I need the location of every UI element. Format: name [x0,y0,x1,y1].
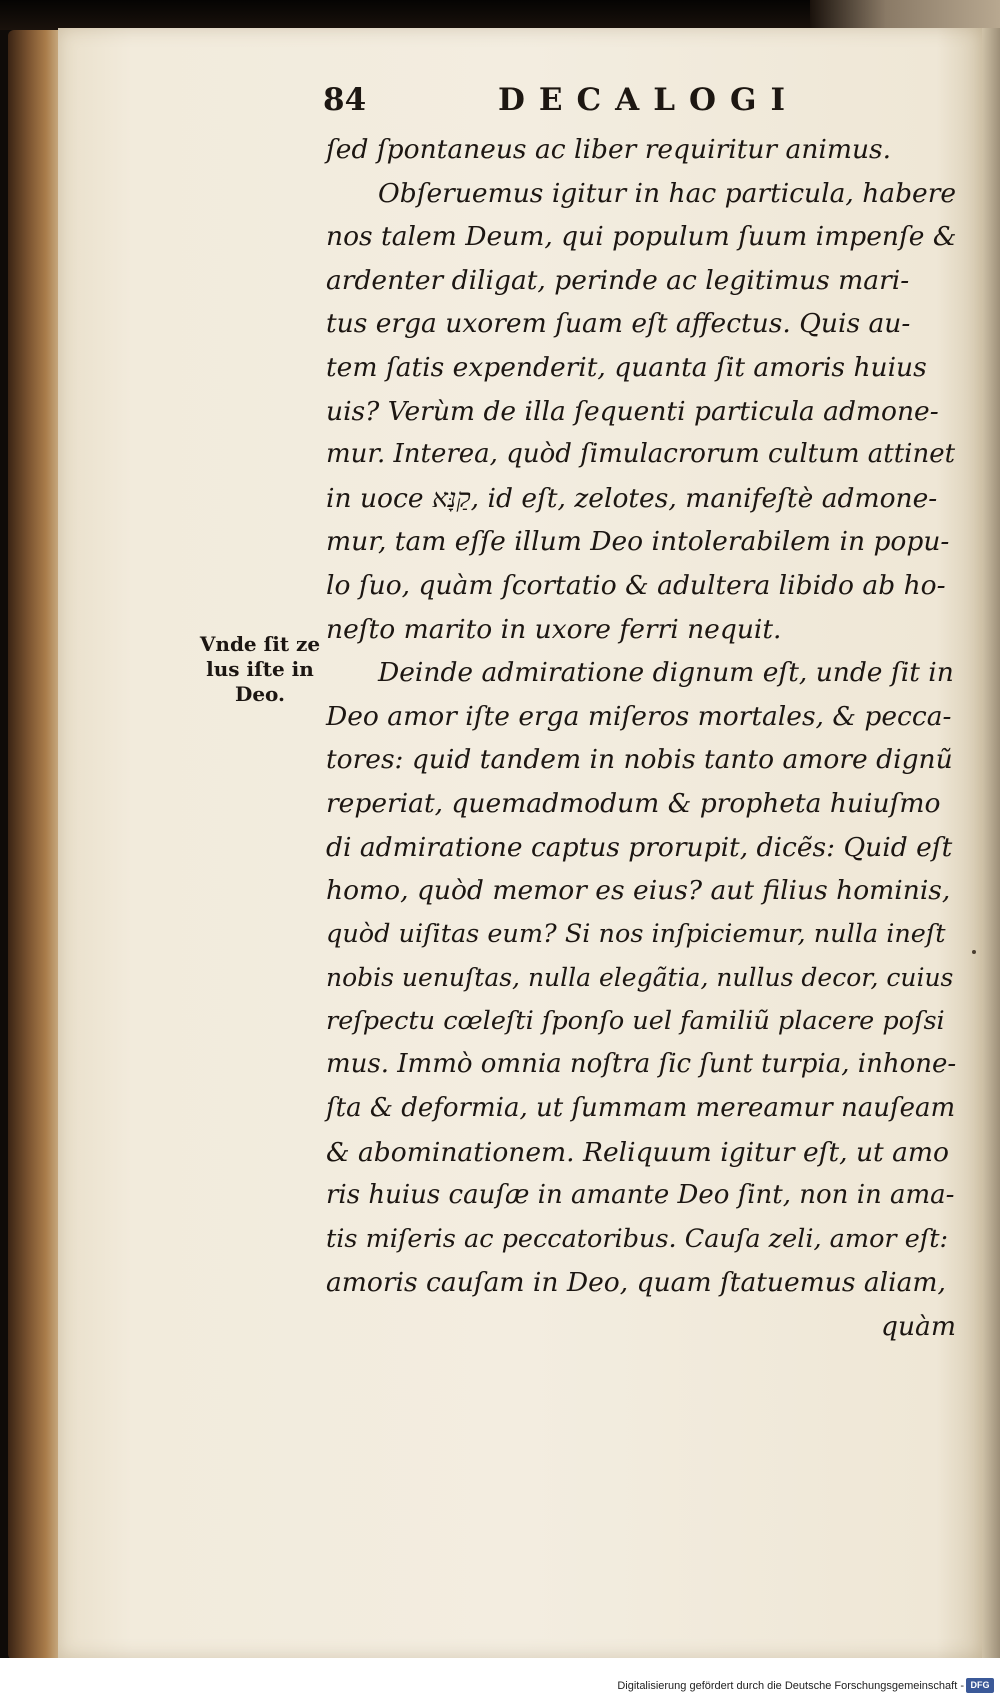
text-line: nobis uenuſtas, nulla elegãtia, nullus decor, cuius [326,963,954,993]
text-line: reſpectu cœleſti ſponſo uel familiũ placere poſsi [326,1005,945,1036]
marginal-note-line: Vnde ſit ze [199,632,321,656]
text-line: reperiat, quemadmodum & propheta huiuſmo [326,787,941,819]
text-line: di admiratione captus prorupit, dicẽs: Quid eſt [326,831,953,863]
text-line: Deinde admiratione dignum eſt, unde ſit in [378,657,954,689]
text-line: lo ſuo, quàm ſcortatio & adultera libido ab ho- [326,569,946,601]
text-line: ſta & deformia, ut ſummam mereamur nauſeam [326,1093,956,1124]
text-line: tem ſatis expenderit, quanta ſit amoris huius [326,351,927,383]
text-line: nos talem Deum, qui populum ſuum impenſe & [326,221,957,253]
dfg-logo: DFG [966,1678,994,1693]
catchword: quàm [881,1311,956,1343]
text-line: Deo amor iſte erga miſeros mortales, & pecca- [326,700,952,732]
text-line: & abominationem. Reliquum igitur eſt, ut amo [326,1136,949,1168]
text-line: tis miſeris ac peccatoribus. Cauſa zeli, amor eſt: [326,1223,949,1254]
page-number: 84 [323,82,367,118]
text-line: mur. Interea, quòd ſimulacrorum cultum attinet [326,439,956,470]
text-line: quòd uiſitas eum? Si nos inſpiciemur, nulla ineſt [326,918,946,949]
text-line: amoris cauſam in Deo, quam ſtatuemus aliam, [326,1267,946,1299]
marginal-note-line: Deo. [234,682,286,706]
top-right-book-edge [810,0,1000,30]
text-line: tus erga uxorem ſuam eſt affectus. Quis au- [326,308,911,340]
text-line: ardenter diligat, perinde ac legitimus mari- [326,264,910,296]
text-line: mur, tam eſſe illum Deo intolerabilem in popu- [326,526,950,558]
text-line: homo, quòd memor es eius? aut filius hominis, [326,875,951,907]
text-line: mus. Immò omnia noſtra ſic ſunt turpia, inhone- [326,1049,957,1080]
body-text [326,128,956,1349]
text-line: uis? Verùm de illa ſequenti particula admone- [326,395,939,427]
text-line: ris huius cauſæ in amante Deo ſint, non in ama- [326,1180,955,1211]
page-right-edge [982,28,1000,1658]
marginal-note-line: lus iſte in [206,657,314,681]
text-line: Obſeruemus igitur in hac particula, habere [378,177,957,209]
marginal-note [190,632,330,707]
paper-speck [972,950,976,954]
text-line: tores: quid tandem in nobis tanto amore dignũ [326,744,953,776]
text-line: neſto marito in uxore ferri nequit. [326,613,782,645]
running-head: DECALOGI [498,82,800,118]
text-line: in uoce קַנָּא, id eſt, zelotes, manifeſtè admone- [326,482,938,514]
digitization-credit: Digitalisierung gefördert durch die Deutsche Forschungsgemeinschaft - [617,1680,964,1692]
text-line: ſed ſpontaneus ac liber requiritur animus. [326,134,892,165]
